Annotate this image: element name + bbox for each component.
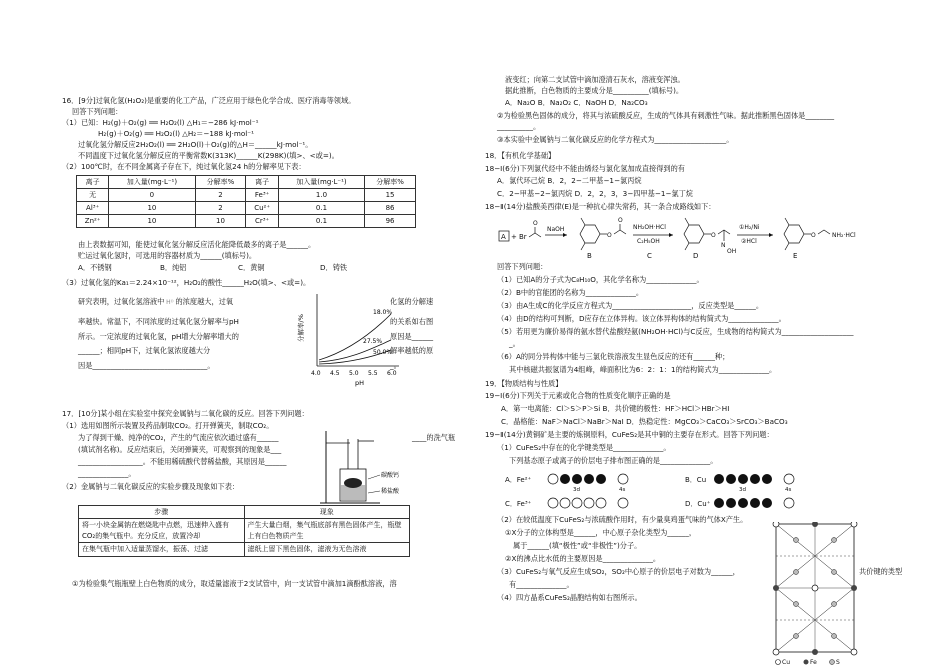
q19-1-options: A．第一电离能：Cl＞S＞P＞Si B．共价键的极性：HF＞HCl＞HBr＞HI xyxy=(501,404,730,413)
q16-prompt: 回答下列问题： xyxy=(72,107,123,116)
right-line: 属于______(填“极性”或“非极性”)分子。 xyxy=(513,541,642,550)
q18-2: 18−Ⅱ(14分)盐酸美西律(E)是一种抗心律失常药，其一条合成路线如下： xyxy=(485,202,716,211)
q16-part2-intro: （2）100℃时，在不同金属离子存在下，纯过氧化氢24 h的分解率见下表： xyxy=(62,162,306,171)
q17-part2-check: ①为检验集气瓶瓶壁上白色物质的成分，取适量滤液于2支试管中，向一支试管中滴加1滴酚酞溶液，溶 xyxy=(72,579,397,588)
scheme-label: N xyxy=(721,242,726,249)
tick-label: 4.5 xyxy=(330,370,340,377)
table-header-cell: 加入量(mg·L⁻¹) xyxy=(278,176,364,189)
q19-title: 19．【物质结构与性质】 xyxy=(485,379,563,388)
scheme-label: B xyxy=(587,252,592,260)
right-line: 回答下列问题： xyxy=(497,262,548,271)
right-line: ③本实验中金属钠与二氧化碳反应的化学方程式为____________________。 xyxy=(497,135,734,144)
right-line: （1）CuFeS₂中存在的化学键类型是______________。 xyxy=(497,443,671,452)
table-row xyxy=(77,215,416,228)
q16-part2-container-question: 贮运过氧化氢时，可选用的容器材质为______(填标号)。 xyxy=(78,251,257,260)
table-header-cell: 加入量(mg·L⁻¹) xyxy=(109,176,195,189)
q16-part1-k-question: 不同温度下过氧化氢分解反应的平衡常数K(313K)______K(298K)(填>、<或=)。 xyxy=(78,151,339,160)
option-b: B．纯铝 xyxy=(160,263,187,272)
q16-part3-text-right: 解率越低的原 xyxy=(390,346,434,355)
right-line: （1）已知A的分子式为C₈H₁₀O，其化学名称为______________。 xyxy=(497,275,704,284)
ph-decomposition-graph xyxy=(295,290,405,388)
table-header-cell: 现象 xyxy=(244,506,410,519)
orbital-diagrams xyxy=(505,470,895,512)
q19-1: 19−Ⅰ(6分)下列关于元素或化合物的性质变化顺序正确的是 xyxy=(485,391,671,400)
q16-part3-intro: （3）过氧化氢的Ka₁＝2.24×10⁻¹²，H₂O₂的酸性______H₂O(填>、<或=)。 xyxy=(62,278,311,287)
table-header-cell: 分解率% xyxy=(365,176,416,189)
right-line: _。 xyxy=(509,339,520,348)
curve-label: 27.5% xyxy=(363,338,383,345)
fig-label-caco3: 碳酸钙 xyxy=(381,472,400,479)
right-line: 下列基态原子或离子的价层电子排布图正确的是______________。 xyxy=(509,456,718,465)
table-cell: 无 xyxy=(77,189,109,202)
q16-part1-eq2: H₂(g)＋O₂(g) ══ H₂O₂(l) △H₂＝−188 kJ·mol⁻¹ xyxy=(98,129,254,138)
orbital-boxes-d xyxy=(714,498,794,508)
option-d: D．铸铁 xyxy=(320,263,348,272)
scheme-label: OH xyxy=(727,248,737,255)
table-cell: 15 xyxy=(365,189,416,202)
orbital-label-b: B．Cu xyxy=(685,476,707,484)
scheme-label: NaOH xyxy=(547,226,565,233)
table-cell: Fe³⁺ xyxy=(246,189,278,202)
table-cell: Zn²⁺ xyxy=(77,215,109,228)
scheme-label: NH₂OH·HCl xyxy=(633,224,666,231)
q17-title: 17．[10分]某小组在实验室中探究金属钠与二氧化碳的反应。回答下列问题： xyxy=(62,409,309,418)
q16-part1-question: 过氧化氢分解反应2H₂O₂(l) ══ 2H₂O(l)＋O₂(g)的△H＝______kJ·mol⁻¹。 xyxy=(78,140,313,149)
right-line: A．Na₂O B．Na₂O₂ C．NaOH D．Na₂CO₃ xyxy=(505,98,648,107)
scheme-label: D xyxy=(693,252,699,260)
table-cell: Cr³⁺ xyxy=(246,215,278,228)
table-cell: 0.1 xyxy=(278,202,364,215)
table-cell: 10 xyxy=(109,202,195,215)
option-a: A．不锈钢 xyxy=(78,263,112,272)
table-cell: 0 xyxy=(109,189,195,202)
decomposition-table xyxy=(76,175,416,228)
right-line: ②为检验黑色固体的成分，将其与浓硫酸反应，生成的气体具有刺激性气味。据此推断黑色固体是________ xyxy=(497,111,835,120)
table-cell: 1.0 xyxy=(278,189,364,202)
table-row xyxy=(79,519,410,543)
table-cell: 产生大量白烟，集气瓶底部有黑色固体产生，瓶壁上有白色物质产生 xyxy=(244,519,410,543)
q16-part1-eq1: （1）已知：H₂(g)＋O₂(g) ══ H₂O₂(l) △H₁＝−286 kJ·mol⁻¹ xyxy=(62,118,259,127)
right-line: （4）四方晶系CuFeS₂晶胞结构如右图所示。 xyxy=(497,593,642,602)
graph-xlabel: pH xyxy=(355,379,365,387)
subshell-label: 4s xyxy=(785,487,792,493)
orbital-boxes-c xyxy=(548,498,628,508)
right-line: （3）由A生成C的化学反应方程式为______________________，反应类型是______。 xyxy=(497,301,764,310)
table-cell: 10 xyxy=(109,215,195,228)
q18-1-options: C．2−甲基−2−氯丙烷 D．2，2，3，3−四甲基−1−氯丁烷 xyxy=(497,189,693,198)
orbital-boxes-a xyxy=(548,474,628,484)
q16-title: 16．[9分]过氧化氢(H₂O₂)是重要的化工产品，广泛应用于绿色化学合成、医疗消毒等领域。 xyxy=(62,96,356,105)
legend-label: Fe xyxy=(810,659,817,666)
q17-part2: （2）金属钠与二氧化碳反应的实验步骤及现象如下表： xyxy=(62,482,240,491)
scheme-label: NH₂·HCl xyxy=(832,232,856,239)
scheme-label: O xyxy=(533,220,538,227)
table-cell: 将一小块金属钠在燃烧匙中点燃，迅速伸入盛有CO₂的集气瓶中。充分反应，放置冷却 xyxy=(79,519,245,543)
q19-2: 19−Ⅱ(14分)黄铜矿是主要的炼铜原料，CuFeS₂是其中铜的主要存在形式。回答下列问题： xyxy=(485,430,774,439)
right-line: 共价键的类型 xyxy=(859,567,903,576)
scheme-label: O xyxy=(811,232,816,239)
table-header-cell: 分解率% xyxy=(195,176,246,189)
table-cell: 96 xyxy=(365,215,416,228)
q18-title: 18．【有机化学基础】 xyxy=(485,151,556,160)
curve-label: 50.0% xyxy=(373,349,393,356)
scheme-label: C xyxy=(647,252,652,260)
graph-ylabel: 分解率/% xyxy=(297,314,305,342)
right-line: （2）在较低温度下CuFeS₂与浓硫酸作用时，有少量臭鸡蛋气味的气体X产生。 xyxy=(497,515,748,524)
q17-part1: (填试剂名称)。反应结束后，关闭弹簧夹，可观察到的现象是___ xyxy=(78,445,282,454)
subshell-label: 3d xyxy=(573,487,580,493)
table-row xyxy=(77,189,416,202)
q18-1-options: A．氯代环己烷 B．2，2−二甲基−1−氯丙烷 xyxy=(497,176,642,185)
table-cell: 2 xyxy=(195,189,246,202)
subshell-label: 4s xyxy=(619,487,626,493)
tick-label: 5.5 xyxy=(368,370,378,377)
option-c: C．黄铜 xyxy=(238,263,265,272)
q16-part3-text-right: 原因是______ xyxy=(390,332,434,341)
q16-part3-text: 率越快。常温下，不同浓度的过氧化氢分解率与pH xyxy=(78,317,239,326)
synthesis-scheme xyxy=(497,213,917,261)
table-cell: 在集气瓶中加入适量蒸馏水，振荡、过滤 xyxy=(79,543,245,556)
legend-label: Cu xyxy=(782,659,790,666)
q16-part3-text: 研究表明，过氧化氢溶液中 H⁽⁾ 的浓度越大，过氧 xyxy=(78,297,234,306)
q18-1: 18−Ⅰ(6分)下列氯代烃中不能由烯烃与氯化氢加成直接得到的有 xyxy=(485,164,685,173)
orbital-label-c: C．Fe³⁺ xyxy=(505,500,532,508)
curve-label: 18.0% xyxy=(373,309,393,316)
orbital-label-a: A．Fe²⁺ xyxy=(505,476,532,484)
orbital-boxes-b xyxy=(714,474,794,484)
table-row xyxy=(77,202,416,215)
tick-label: 6.0 xyxy=(387,370,397,377)
table-cell: 10 xyxy=(195,215,246,228)
table-header-cell: 离子 xyxy=(77,176,109,189)
right-line: （4）由D的结构可判断，D应存在立体异构。该立体异构体的结构简式为______________。 xyxy=(497,314,786,323)
legend-label: S xyxy=(836,659,840,666)
table-cell: Cu²⁺ xyxy=(246,202,278,215)
right-line: （5）若用更为廉价易得的氨水替代盐酸羟氨(NH₂OH·HCl)与C反应，生成物的结构简式为____________________ xyxy=(497,327,854,336)
q16-part3-text: 所示。一定浓度的过氧化氢，pH增大分解率增大的 xyxy=(78,332,239,341)
q16-part3-text-right: 的关系如右图 xyxy=(390,317,434,326)
right-line: ①X分子的立体构型是______，中心原子杂化类型为______， xyxy=(505,528,697,537)
right-line: （3）CuFeS₂与氧气反应生成SO₂，SO₂中心原子的价层电子对数为______， xyxy=(497,567,740,576)
scheme-label: E xyxy=(793,252,798,260)
table-cell: 滤纸上留下黑色固体，滤液为无色溶液 xyxy=(244,543,410,556)
q16-part3-text: 因是________________________________。 xyxy=(78,361,215,370)
q16-part3-text: ______；相同pH下，过氧化氢浓度越大分 xyxy=(78,346,211,355)
q17-part1: ______________。 xyxy=(78,469,136,478)
q16-part3-text-right: _。 xyxy=(390,361,401,370)
svg-text:+: + xyxy=(511,233,517,241)
scheme-label: C₂H₅OH xyxy=(637,238,660,245)
table-row xyxy=(79,543,410,556)
table-cell: 86 xyxy=(365,202,416,215)
table-cell: Al³⁺ xyxy=(77,202,109,215)
q17-part1: 为了得到干燥、纯净的CO₂，产生的气流应依次通过盛有______ xyxy=(78,433,279,442)
right-line: 液变红；向第二支试管中滴加澄清石灰水，溶液变浑浊。 xyxy=(505,75,685,84)
orbital-label-d: D．Cu⁺ xyxy=(685,500,711,508)
table-header-cell: 离子 xyxy=(246,176,278,189)
steps-table xyxy=(78,505,410,557)
tick-label: 5.0 xyxy=(349,370,359,377)
q16-part3-text-right: 化氢的分解速 xyxy=(390,297,434,306)
q19-1-options: C．晶格能：NaF＞NaCl＞NaBr＞NaI D．热稳定性：MgCO₃＞CaCO₃＞SrCO₃＞BaCO₃ xyxy=(501,417,788,426)
scheme-label: O xyxy=(607,232,612,239)
right-line: __________。 xyxy=(497,122,541,131)
q16-part2-ion-question: 由上表数据可知，能使过氧化氢分解反应活化能降低最多的离子是______。 xyxy=(78,240,316,249)
fig-label-hcl: 稀盐酸 xyxy=(381,488,400,495)
right-line: ②X的沸点比水低的主要原因是______________。 xyxy=(505,554,661,563)
co2-apparatus-figure xyxy=(310,425,415,507)
subshell-label: 3d xyxy=(739,487,746,493)
right-line: （2）B中的官能团的名称为______________。 xyxy=(497,288,644,297)
right-line: 有______________。 xyxy=(509,580,574,589)
q17-part1: （1）选用如图所示装置及药品制取CO₂。打开弹簧夹，制取CO₂。 xyxy=(62,421,274,430)
table-header-cell: 步骤 xyxy=(79,506,245,519)
right-line: 据此推断，白色物质的主要成分是__________(填标号)。 xyxy=(505,86,684,95)
scheme-label: ②HCl xyxy=(741,238,757,245)
scheme-label: O xyxy=(618,217,623,224)
scheme-label: A xyxy=(501,233,506,241)
scheme-label: O xyxy=(711,232,716,239)
right-line: 其中核磁共振氢谱为4组峰，峰面积比为6：2：1：1的结构简式为______________。 xyxy=(509,365,777,374)
scheme-label: ①H₂/Ni xyxy=(739,224,760,231)
q17-part1-right: ____的洗气瓶 xyxy=(412,433,456,442)
table-header-row xyxy=(77,176,416,189)
q17-part1: __________________。不能用稀硫酸代替稀盐酸，其原因是______ xyxy=(78,457,287,466)
table-cell: 0.1 xyxy=(278,215,364,228)
scheme-label: Br xyxy=(519,233,527,241)
right-line: （6）A的同分异构体中能与三氯化铁溶液发生显色反应的还有______种； xyxy=(497,352,730,361)
crystal-cell-figure xyxy=(772,522,860,668)
table-cell: 2 xyxy=(195,202,246,215)
tick-label: 4.0 xyxy=(311,370,321,377)
table-header-row xyxy=(79,506,410,519)
